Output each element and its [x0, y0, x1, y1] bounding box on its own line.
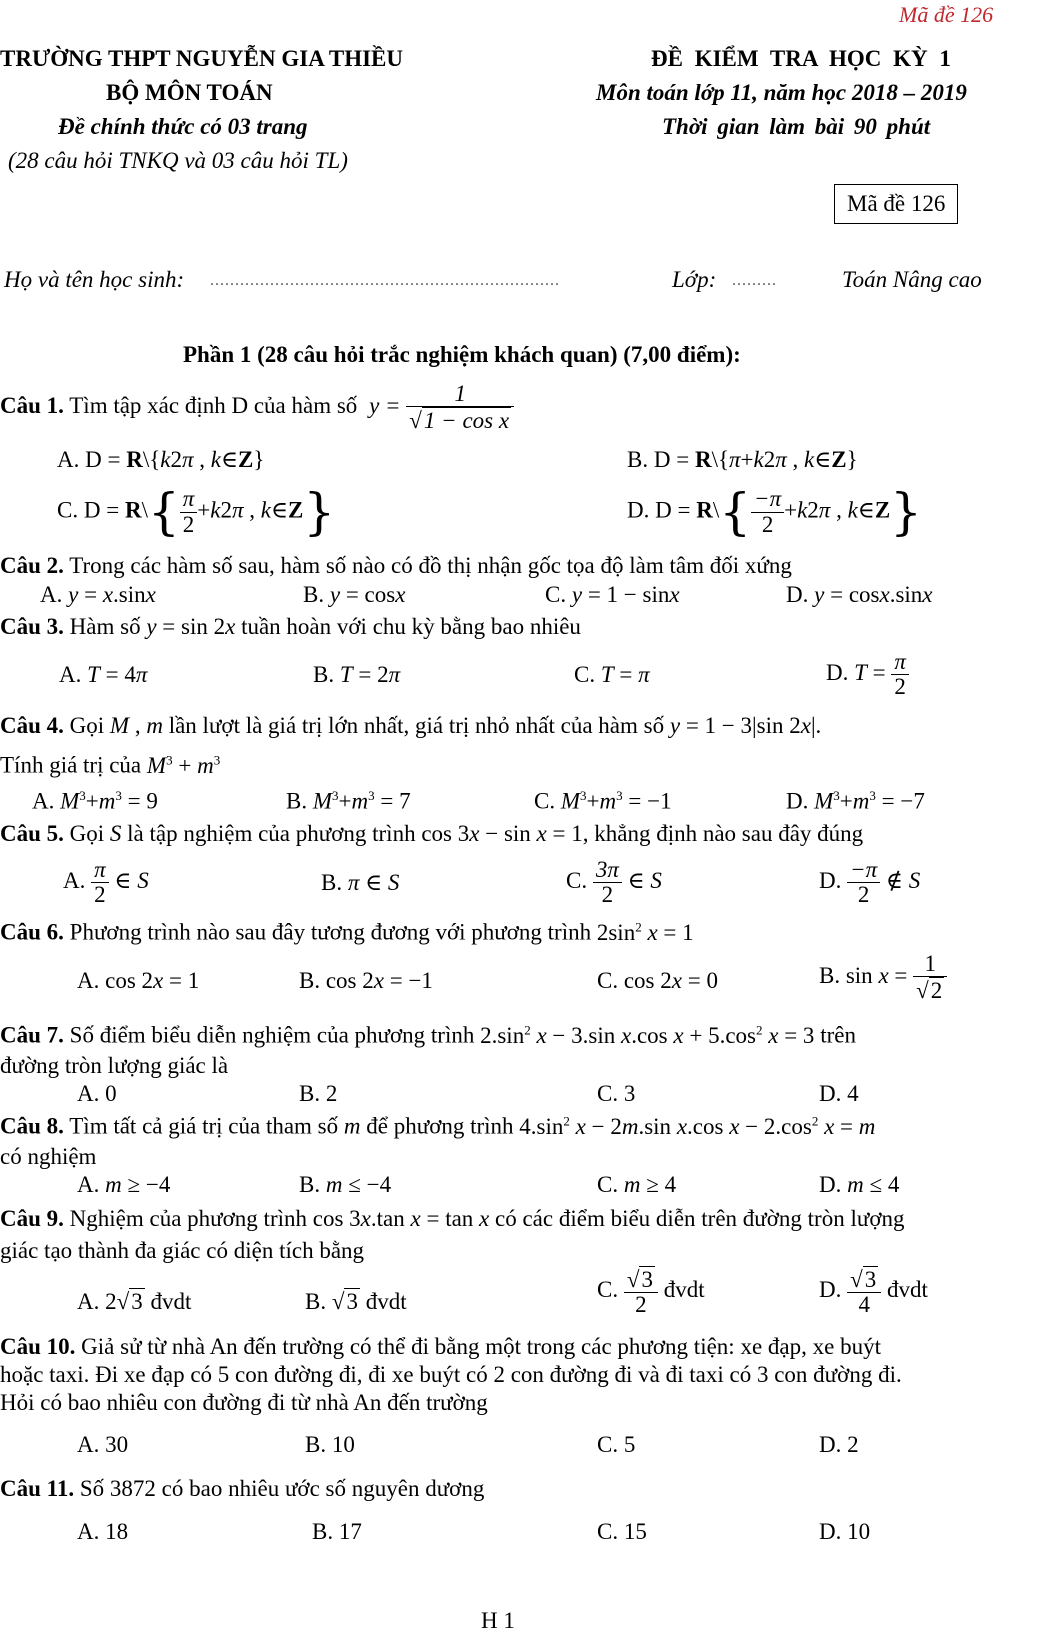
option-label: C.: [534, 788, 556, 814]
q10-option-b[interactable]: B. 10: [305, 1432, 355, 1457]
official-note: Đề chính thức có 03 trang: [58, 114, 308, 139]
question-7: [0, 1022, 856, 1049]
q3-option-d[interactable]: D. T = $\frac{\pi}{2}$: [826, 650, 909, 699]
question-text: Tính giá trị của: [0, 752, 142, 778]
question-number: Câu 4.: [0, 713, 64, 738]
q10-option-d[interactable]: D. 2: [819, 1432, 859, 1457]
q6-option-d[interactable]: B. sin x = $\frac{1}{√2}$: [819, 952, 947, 1003]
formula: cos 3x.tan x = tan x: [312, 1206, 490, 1231]
option-label: B.: [321, 870, 343, 895]
question-count-note: (28 câu hỏi TNKQ và 03 câu hỏi TL): [8, 148, 348, 173]
q8-option-b[interactable]: B. m ≤ −4: [299, 1172, 392, 1197]
q9-option-c[interactable]: C. $\frac{√3}{2}$ đvdt: [597, 1267, 705, 1318]
q10-option-a[interactable]: A. 30: [77, 1432, 129, 1457]
option-label: D.: [826, 659, 849, 685]
section-title: Phần 1 (28 câu hỏi trắc nghiệm khách quan) (7,00 điểm):: [183, 342, 741, 367]
q8-option-d[interactable]: D. m ≤ 4: [819, 1172, 900, 1197]
formula: y = $\frac{1}{\text{√1 − cos x}}$: [369, 393, 514, 418]
option-label: A.: [32, 788, 55, 814]
question-10: [0, 1334, 881, 1360]
question-6: [0, 919, 694, 946]
q5-option-b[interactable]: B. π ∈ S: [321, 870, 400, 895]
formula: y = 1 − 3|sin 2x|.: [669, 713, 822, 738]
option-label: B.: [627, 447, 649, 472]
q7-option-c[interactable]: C. 3: [597, 1081, 636, 1106]
option-label: B.: [305, 1289, 327, 1314]
department-name: BỘ MÔN TOÁN: [106, 80, 273, 105]
page-footer: H 1: [481, 1608, 515, 1633]
option-label: D.: [786, 582, 809, 607]
option-label: C.: [597, 1172, 619, 1197]
question-text: để phương trình: [366, 1113, 514, 1139]
option-label: B.: [286, 788, 308, 814]
formula: $2\sin^2$ x = 1: [596, 919, 694, 945]
question-text: Gọi: [69, 821, 105, 846]
school-name: TRƯỜNG THPT NGUYỄN GIA THIỀU: [0, 46, 404, 71]
q2-option-b[interactable]: B. y = cosx: [303, 582, 406, 607]
question-number: Câu 9.: [0, 1206, 64, 1231]
question-number: Câu 6.: [0, 919, 64, 945]
question-7-line2: đường tròn lượng giác là: [0, 1053, 229, 1078]
option-label: C.: [574, 662, 596, 687]
question-number: Câu 10.: [0, 1334, 76, 1359]
student-name-field[interactable]: ......................................................................: [210, 272, 560, 289]
question-text: Tìm tập xác định D của hàm số: [69, 393, 358, 418]
q4-option-a[interactable]: A. $M^3+m^3 = 9$: [32, 788, 158, 814]
q5-option-a[interactable]: A. $\frac{\pi}{2}$ ∈ S: [63, 857, 149, 908]
question-text: trên: [820, 1022, 856, 1048]
q1-option-d[interactable]: D. D = R\{ $\frac{-\pi}{2}$ +k2π , k∈Z}: [627, 483, 922, 541]
question-9-line2: giác tạo thành đa giác có diện tích bằng: [0, 1238, 365, 1263]
q7-option-b[interactable]: B. 2: [299, 1081, 338, 1106]
q5-option-d[interactable]: D. $\frac{-\pi}{2}$ ∉ S: [819, 857, 921, 908]
question-text: có các điểm biểu diễn trên đường tròn lượng: [495, 1206, 905, 1231]
question-text: lần lượt là giá trị lớn nhất, giá trị nhỏ nhất của hàm số: [168, 713, 665, 738]
q9-option-a[interactable]: A. 2√3 đvdt: [77, 1289, 192, 1314]
question-11: [0, 1476, 484, 1502]
q2-option-d[interactable]: D. y = cosx.sinx: [786, 582, 933, 607]
question-5: Câu 5. Gọi S là tập nghiệm của phương trình cos 3x − sin x = 1, khẳng định nào sau đây đúng: [0, 821, 864, 846]
option-label: D.: [819, 867, 842, 893]
unit: đvdt: [663, 1277, 705, 1302]
q4-option-c[interactable]: C. $M^3+m^3 = -1$: [534, 788, 672, 814]
q10-option-c[interactable]: C. 5: [597, 1432, 636, 1457]
exam-subject: Môn toán lớp 11, năm học 2018 – 2019: [596, 80, 967, 105]
question-number: Câu 7.: [0, 1022, 64, 1048]
option-label: B.: [313, 662, 335, 687]
question-number: Câu 3.: [0, 614, 64, 639]
option-label: C.: [597, 1277, 619, 1302]
q11-option-b[interactable]: B. 17: [312, 1519, 362, 1544]
option-label: C.: [566, 867, 588, 893]
option-label: A.: [59, 662, 82, 687]
question-text: là tập nghiệm của phương trình: [127, 821, 416, 846]
question-text: Tìm tất cả giá trị của tham số: [69, 1113, 339, 1139]
option-label: A.: [63, 867, 86, 893]
q4-option-b[interactable]: B. $M^3+m^3 = 7$: [286, 788, 411, 814]
student-name-label: Họ và tên học sinh:: [4, 267, 185, 292]
q1-option-a[interactable]: A. D = R\{k2π , k∈Z}: [57, 447, 265, 472]
exam-title: ĐỀ KIỂM TRA HỌC KỲ 1: [651, 46, 951, 71]
question-text: Nghiệm của phương trình: [69, 1206, 307, 1231]
q6-option-a[interactable]: A. cos 2x = 1: [77, 968, 200, 993]
q9-option-b[interactable]: B. √3 đvdt: [305, 1289, 407, 1314]
option-label: A.: [77, 968, 100, 993]
q3-option-a[interactable]: A. T = 4π: [59, 662, 148, 687]
q7-option-a[interactable]: A. 0: [77, 1081, 117, 1106]
q11-option-d[interactable]: D. 10: [819, 1519, 871, 1544]
formula: $4.\sin^2$ x − 2m.sin x.cos $x - 2.\cos^2$ x = m: [519, 1113, 876, 1139]
q2-option-a[interactable]: A. y = x.sinx: [40, 582, 156, 607]
question-4-line2: [0, 752, 220, 779]
question-8: Câu 8. Tìm tất cả giá trị của tham số m để phương trình $4.\sin^2$ x − 2m.sin x.cos $x - 2.\cos^2$ x = m: [0, 1113, 876, 1139]
q8-option-a[interactable]: A. m ≥ −4: [77, 1172, 171, 1197]
q6-option-b[interactable]: B. cos 2x = −1: [299, 968, 433, 993]
question-text: Số 3872 có bao nhiêu ước số nguyên dương: [79, 1476, 485, 1501]
option-label: B.: [299, 968, 321, 993]
question-text: Phương trình nào sau đây tương đương với phương trình: [69, 919, 592, 945]
option-label: D.: [819, 1277, 842, 1302]
question-3: [0, 614, 581, 640]
q3-option-c[interactable]: C. T = π: [574, 662, 650, 687]
unit: đvdt: [365, 1289, 407, 1314]
question-4: [0, 713, 1000, 739]
question-text: tuần hoàn với chu kỳ bằng bao nhiêu: [241, 614, 581, 639]
formula: $M^3 + m^3$: [146, 752, 221, 778]
question-1: [0, 382, 514, 433]
formula: $2.\sin^2$ x − 3.sin x.cos $x + 5.\cos^2$ x = 3: [480, 1022, 815, 1048]
option-label: A.: [77, 1289, 100, 1314]
option-label: B.: [819, 963, 841, 988]
option-label: D.: [786, 788, 809, 814]
question-number: Câu 2.: [0, 553, 64, 578]
option-label: C.: [597, 968, 619, 993]
unit: đvdt: [150, 1289, 192, 1314]
exam-code-box: Mã đề 126: [834, 184, 958, 224]
question-text: Giả sử từ nhà An đến trường có thể đi bằng một trong các phương tiện: xe đạp, xe buýt: [81, 1334, 881, 1359]
question-8-line2: có nghiệm: [0, 1144, 97, 1169]
option-label: C.: [545, 582, 567, 607]
q1-option-c[interactable]: C. D = R\{ $\frac{\pi}{2}$ +k2π , k∈Z}: [57, 483, 336, 541]
q2-option-c[interactable]: C. y = 1 − sinx: [545, 582, 680, 607]
q8-option-c[interactable]: C. m ≥ 4: [597, 1172, 677, 1197]
question-number: Câu 11.: [0, 1476, 75, 1501]
question-9: [0, 1206, 905, 1232]
question-2: [0, 553, 792, 579]
question-text: Trong các hàm số sau, hàm số nào có đồ thị nhận gốc tọa độ làm tâm đối xứng: [69, 553, 792, 578]
q3-option-b[interactable]: B. T = 2π: [313, 662, 401, 687]
q1-option-b[interactable]: B. D = R\{π+k2π , k∈Z}: [627, 447, 858, 472]
question-10-line3: Hỏi có bao nhiêu con đường đi từ nhà An đến trường: [0, 1390, 488, 1415]
q11-option-a[interactable]: A. 18: [77, 1519, 129, 1544]
question-text: Hàm số: [69, 614, 141, 639]
formula: y = sin 2x: [146, 614, 236, 639]
option-label: B.: [303, 582, 325, 607]
page-code-top: Mã đề 126: [899, 2, 994, 27]
option-label: A.: [40, 582, 63, 607]
question-text: , khẳng định nào sau đây đúng: [582, 821, 864, 846]
class-label: Lớp:: [672, 267, 717, 292]
question-number: Câu 8.: [0, 1113, 64, 1139]
q7-option-d[interactable]: D. 4: [819, 1081, 859, 1106]
option-label: A.: [77, 1172, 100, 1197]
question-10-line2: hoặc taxi. Đi xe đạp có 5 con đường đi, đi xe buýt có 2 con đường đi và đi taxi có 3 con đường đi.: [0, 1362, 902, 1387]
question-text: Gọi: [69, 713, 105, 738]
formula: cos 3x − sin x = 1: [421, 821, 583, 846]
question-number: Câu 1.: [0, 393, 64, 418]
track-label: Toán Nâng cao: [842, 267, 982, 292]
option-label: D.: [819, 1172, 842, 1197]
q5-option-c[interactable]: C. $\frac{3\pi}{2}$ ∈ S: [566, 857, 662, 908]
option-label: C.: [57, 497, 79, 523]
q6-option-c[interactable]: C. cos 2x = 0: [597, 968, 718, 993]
q11-option-c[interactable]: C. 15: [597, 1519, 647, 1544]
formula: M , m: [109, 713, 163, 738]
option-label: B.: [299, 1172, 321, 1197]
unit: đvdt: [887, 1277, 928, 1302]
question-number: Câu 5.: [0, 821, 64, 846]
exam-time: Thời gian làm bài 90 phút: [662, 114, 931, 139]
question-text: Số điểm biểu diễn nghiệm của phương trình: [69, 1022, 475, 1048]
option-label: D.: [627, 497, 650, 523]
class-field[interactable]: .........: [732, 272, 777, 289]
q9-option-d[interactable]: D. $\frac{√3}{4}$ đvdt: [819, 1267, 928, 1318]
option-label: A.: [57, 447, 80, 472]
q4-option-d[interactable]: D. $M^3+m^3 = -7$: [786, 788, 925, 814]
